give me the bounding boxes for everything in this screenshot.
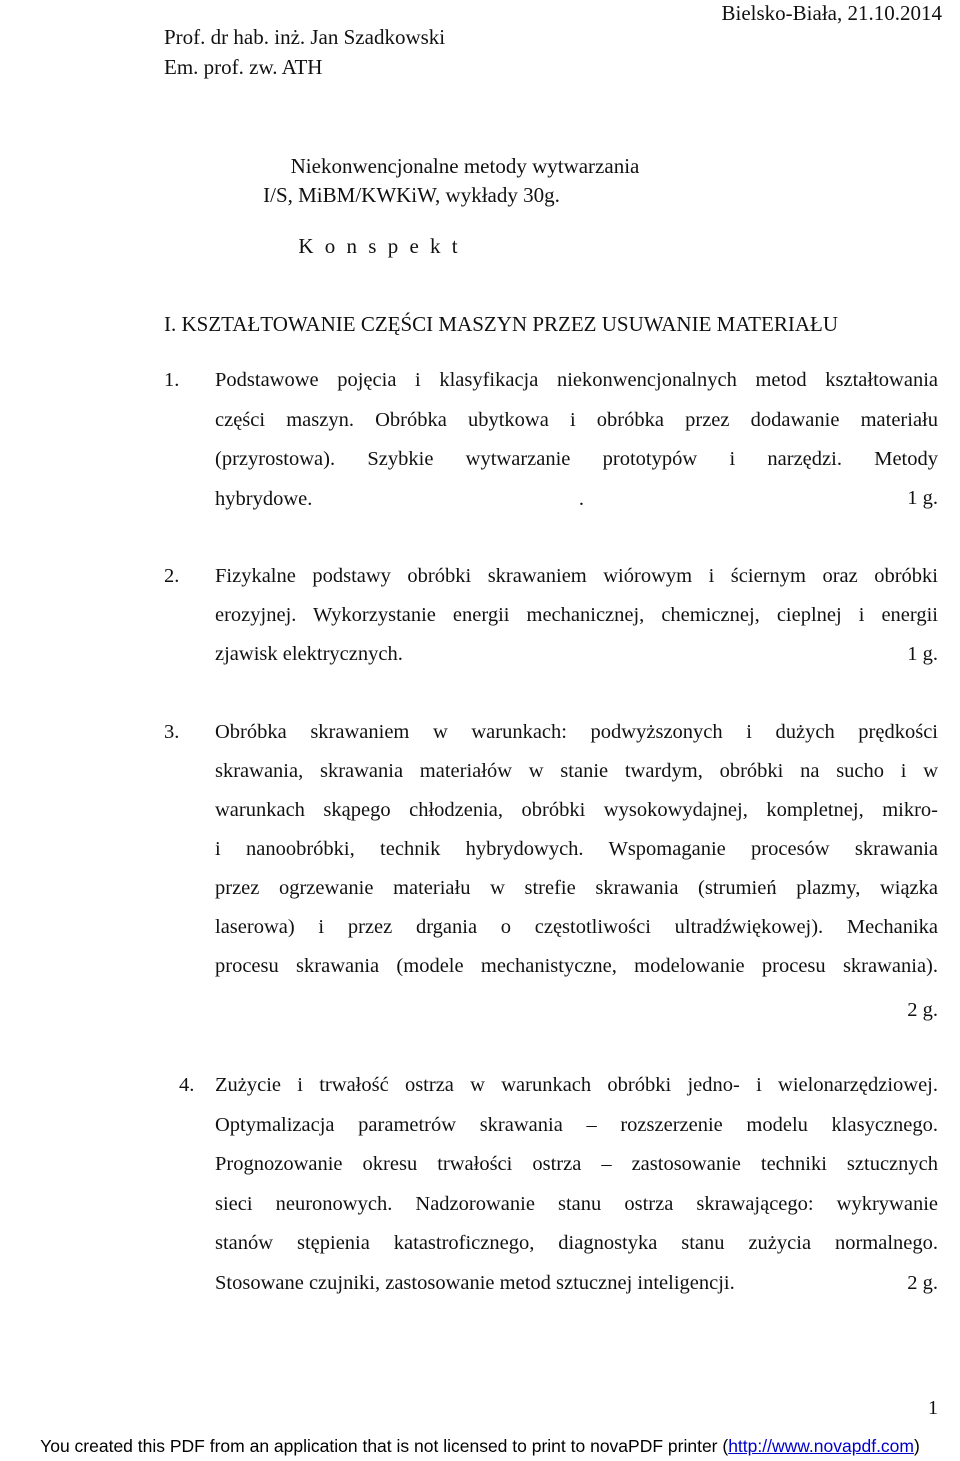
list-item-3 <box>164 713 938 1021</box>
item-line: (przyrostowa). Szybkie wytwarzanie prototypów i narzędzi. Metody <box>215 448 938 470</box>
list-item-2 <box>164 557 938 674</box>
author-title: Em. prof. zw. ATH <box>164 55 323 79</box>
item-line: Podstawowe pojęcia i klasyfikacja niekonwencjonalnych metod kształtowania <box>215 369 938 391</box>
item-number: 1. <box>164 369 180 391</box>
item-line: przez ogrzewanie materiału w strefie skrawania (strumień plazmy, wiązka <box>215 877 938 899</box>
author-name: Prof. dr hab. inż. Jan Szadkowski <box>164 25 446 49</box>
footer-text: You created this PDF from an application that is not licensed to print to novaPDF printer ( <box>40 1436 729 1456</box>
item-number: 3. <box>164 721 180 743</box>
item-hours: 1 g. <box>907 643 938 665</box>
item-number: 4. <box>179 1074 195 1096</box>
item-line: Obróbka skrawaniem w warunkach: podwyższonych i dużych prędkości <box>215 721 938 743</box>
item-text <box>215 713 938 986</box>
item-text <box>215 361 938 519</box>
course-subtitle: I/S, MiBM/KWKiW, wykłady 30g. <box>263 183 560 207</box>
item-line: laserowa) i przez drgania o częstotliwości ultradźwiękowej). Mechanika <box>215 916 938 938</box>
item-line: Prognozowanie okresu trwałości ostrza – zastosowanie techniki sztucznych <box>215 1153 938 1175</box>
item-line: sieci neuronowych. Nadzorowanie stanu ostrza skrawającego: wykrywanie <box>215 1192 938 1215</box>
footer-text-end: ) <box>914 1436 920 1456</box>
item-hours: 2 g. <box>907 1272 938 1294</box>
item-line: skrawania, skrawania materiałów w stanie twardym, obróbki na sucho i w <box>215 760 938 782</box>
item-line: hybrydowe. . <box>215 487 584 510</box>
item-line: części maszyn. Obróbka ubytkowa i obróbka przez dodawanie materiału <box>215 408 938 431</box>
section-heading: I. KSZTAŁTOWANIE CZĘŚCI MASZYN PRZEZ USUWANIE MATERIAŁU <box>164 312 838 336</box>
item-line: warunkach skąpego chłodzenia, obróbki wysokowydajnej, kompletnej, mikro- <box>215 799 938 821</box>
item-line: Stosowane czujniki, zastosowanie metod sztucznej inteligencji. <box>215 1271 735 1294</box>
item-line: erozyjnej. Wykorzystanie energii mechanicznej, chemicznej, cieplnej i energii <box>215 604 938 626</box>
page-number: 1 <box>928 1397 938 1419</box>
item-line: procesu skrawania (modele mechanistyczne, modelowanie procesu skrawania). <box>215 955 938 977</box>
item-line: Zużycie i trwałość ostrza w warunkach obróbki jedno- i wielonarzędziowej. <box>215 1074 938 1096</box>
item-hours: 1 g. <box>907 487 938 509</box>
item-line: Fizykalne podstawy obróbki skrawaniem wiórowym i ściernym oraz obróbki <box>215 565 938 587</box>
license-footer <box>0 1432 960 1461</box>
list-item-1 <box>164 361 938 519</box>
place-date: Bielsko-Biała, 21.10.2014 <box>721 1 942 25</box>
item-text <box>215 557 938 674</box>
list-item-4 <box>164 1066 938 1303</box>
course-title: Niekonwencjonalne metody wytwarzania <box>290 154 640 178</box>
item-hours: 2 g. <box>907 999 938 1021</box>
novapdf-link[interactable]: http://www.novapdf.com <box>728 1436 914 1456</box>
item-text <box>215 1066 938 1303</box>
item-line: i nanoobróbki, technik hybrydowych. Wspomaganie procesów skrawania <box>215 838 938 860</box>
author-block <box>164 22 445 82</box>
item-line: zjawisk elektrycznych. <box>215 643 403 665</box>
document-type: K o n s p e k t <box>298 234 461 258</box>
item-line: Optymalizacja parametrów skrawania – rozszerzenie modelu klasycznego. <box>215 1113 938 1136</box>
item-line: stanów stępienia katastroficznego, diagnostyka stanu zużycia normalnego. <box>215 1232 938 1254</box>
item-number: 2. <box>164 565 180 587</box>
